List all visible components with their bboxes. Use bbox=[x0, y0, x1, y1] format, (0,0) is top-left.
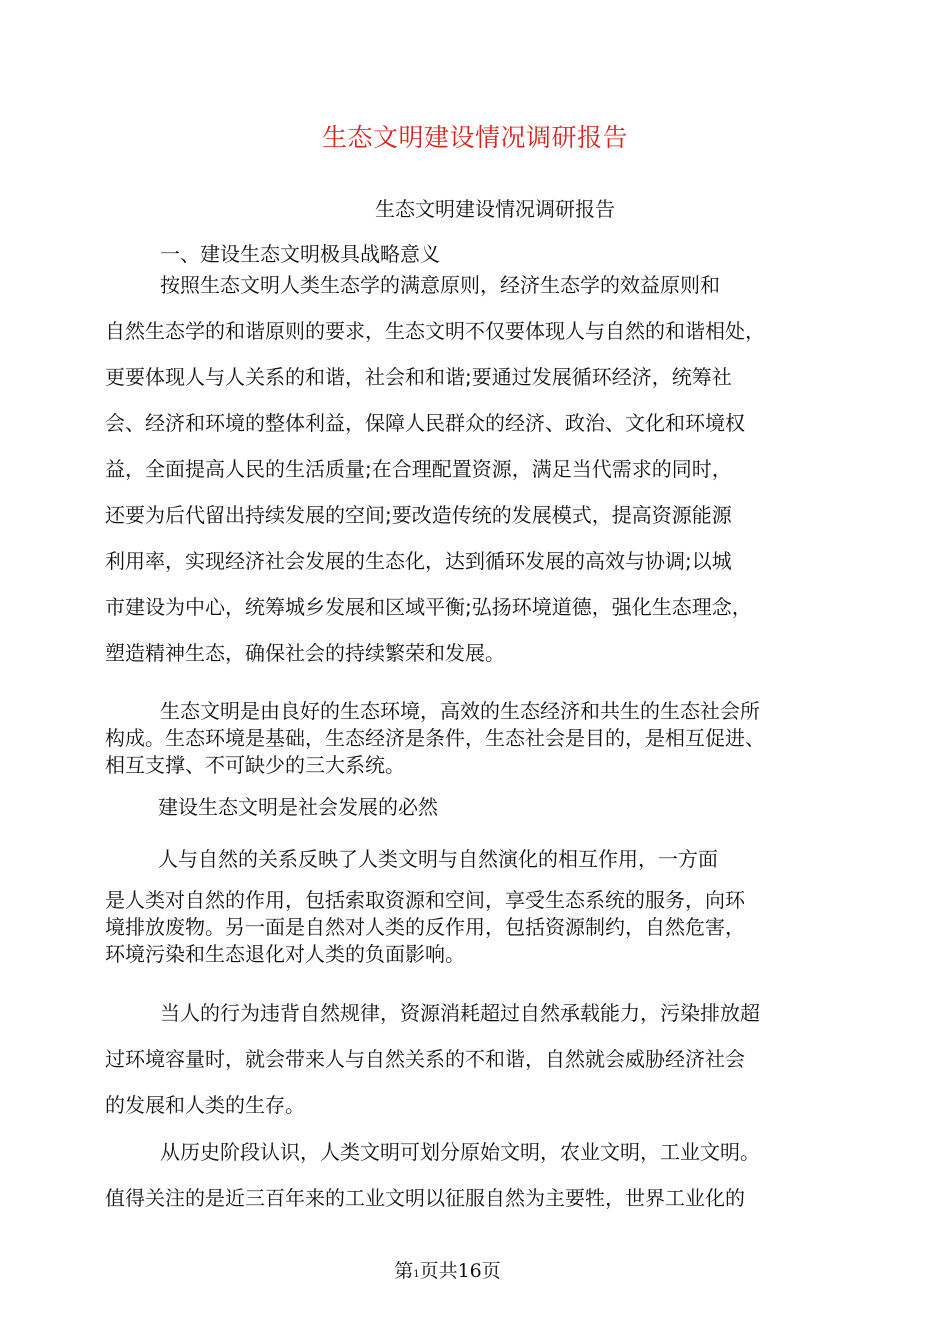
paragraph-line: 市建设为中心，统筹城乡发展和区域平衡;弘扬环境道德，强化生态理念， bbox=[105, 595, 752, 619]
section-heading-2: 建设生态文明是社会发展的必然 bbox=[158, 795, 438, 819]
section-heading-1: 一、建设生态文明极具战略意义 bbox=[160, 242, 440, 266]
paragraph-line: 构成。生态环境是基础，生态经济是条件，生态社会是目的，是相互促进、 bbox=[105, 726, 765, 750]
paragraph-2 bbox=[105, 698, 845, 779]
paragraph-1 bbox=[105, 262, 845, 676]
paragraph-line: 生态文明是由良好的生态环境，高效的生态经济和共生的生态社会所 bbox=[160, 699, 760, 723]
paragraph-line: 按照生态文明人类生态学的满意原则，经济生态学的效益原则和 bbox=[160, 273, 720, 297]
paragraph-line: 当人的行为违背自然规律，资源消耗超过自然承载能力，污染排放超 bbox=[160, 1001, 760, 1025]
paragraph-line: 自然生态学的和谐原则的要求，生态文明不仅要体现人与自然的和谐相处， bbox=[105, 319, 765, 343]
footer-page-number: 1 bbox=[413, 1269, 420, 1280]
paragraph-line: 从历史阶段认识，人类文明可划分原始文明，农业文明，工业文明。 bbox=[160, 1140, 760, 1164]
footer-total-pages: 16 bbox=[457, 1260, 482, 1282]
footer-suffix: 页 bbox=[481, 1260, 501, 1282]
paragraph-line: 塑造精神生态，确保社会的持续繁荣和发展。 bbox=[105, 641, 505, 665]
document-subtitle: 生态文明建设情况调研报告 bbox=[375, 197, 615, 221]
paragraph-line: 还要为后代留出持续发展的空间;要改造传统的发展模式，提高资源能源 bbox=[105, 503, 732, 527]
paragraph-line: 是人类对自然的作用，包括索取资源和空间，享受生态系统的服务，向环 bbox=[105, 888, 745, 912]
document-title: 生态文明建设情况调研报告 bbox=[321, 123, 628, 152]
paragraph-line: 利用率，实现经济社会发展的生态化，达到循环发展的高效与协调;以城 bbox=[105, 549, 732, 573]
footer-prefix: 第 bbox=[394, 1260, 414, 1282]
paragraph-line: 益，全面提高人民的生活质量;在合理配置资源，满足当代需求的同时， bbox=[105, 457, 732, 481]
paragraph-line: 过环境容量时，就会带来人与自然关系的不和谐，自然就会威胁经济社会 bbox=[105, 1047, 745, 1071]
paragraph-5 bbox=[105, 1129, 845, 1221]
page-footer bbox=[0, 1256, 895, 1283]
paragraph-line: 更要体现人与人关系的和谐，社会和和谐;要通过发展循环经济，统筹社 bbox=[105, 365, 732, 389]
paragraph-line: 环境污染和生态退化对人类的负面影响。 bbox=[105, 942, 465, 966]
footer-middle: 页共 bbox=[419, 1260, 458, 1282]
paragraph-4 bbox=[105, 990, 845, 1128]
paragraph-3-first-line: 人与自然的关系反映了人类文明与自然演化的相互作用，一方面 bbox=[158, 847, 718, 871]
paragraph-line: 境排放废物。另一面是自然对人类的反作用，包括资源制约，自然危害， bbox=[105, 915, 745, 939]
paragraph-line: 值得关注的是近三百年来的工业文明以征服自然为主要牲，世界工业化的 bbox=[105, 1186, 745, 1210]
paragraph-line: 的发展和人类的生存。 bbox=[105, 1093, 305, 1117]
paragraph-line: 相互支撑、不可缺少的三大系统。 bbox=[105, 753, 405, 777]
paragraph-line: 会、经济和环境的整体利益，保障人民群众的经济、政治、文化和环境权 bbox=[105, 411, 745, 435]
paragraph-3 bbox=[105, 887, 845, 968]
